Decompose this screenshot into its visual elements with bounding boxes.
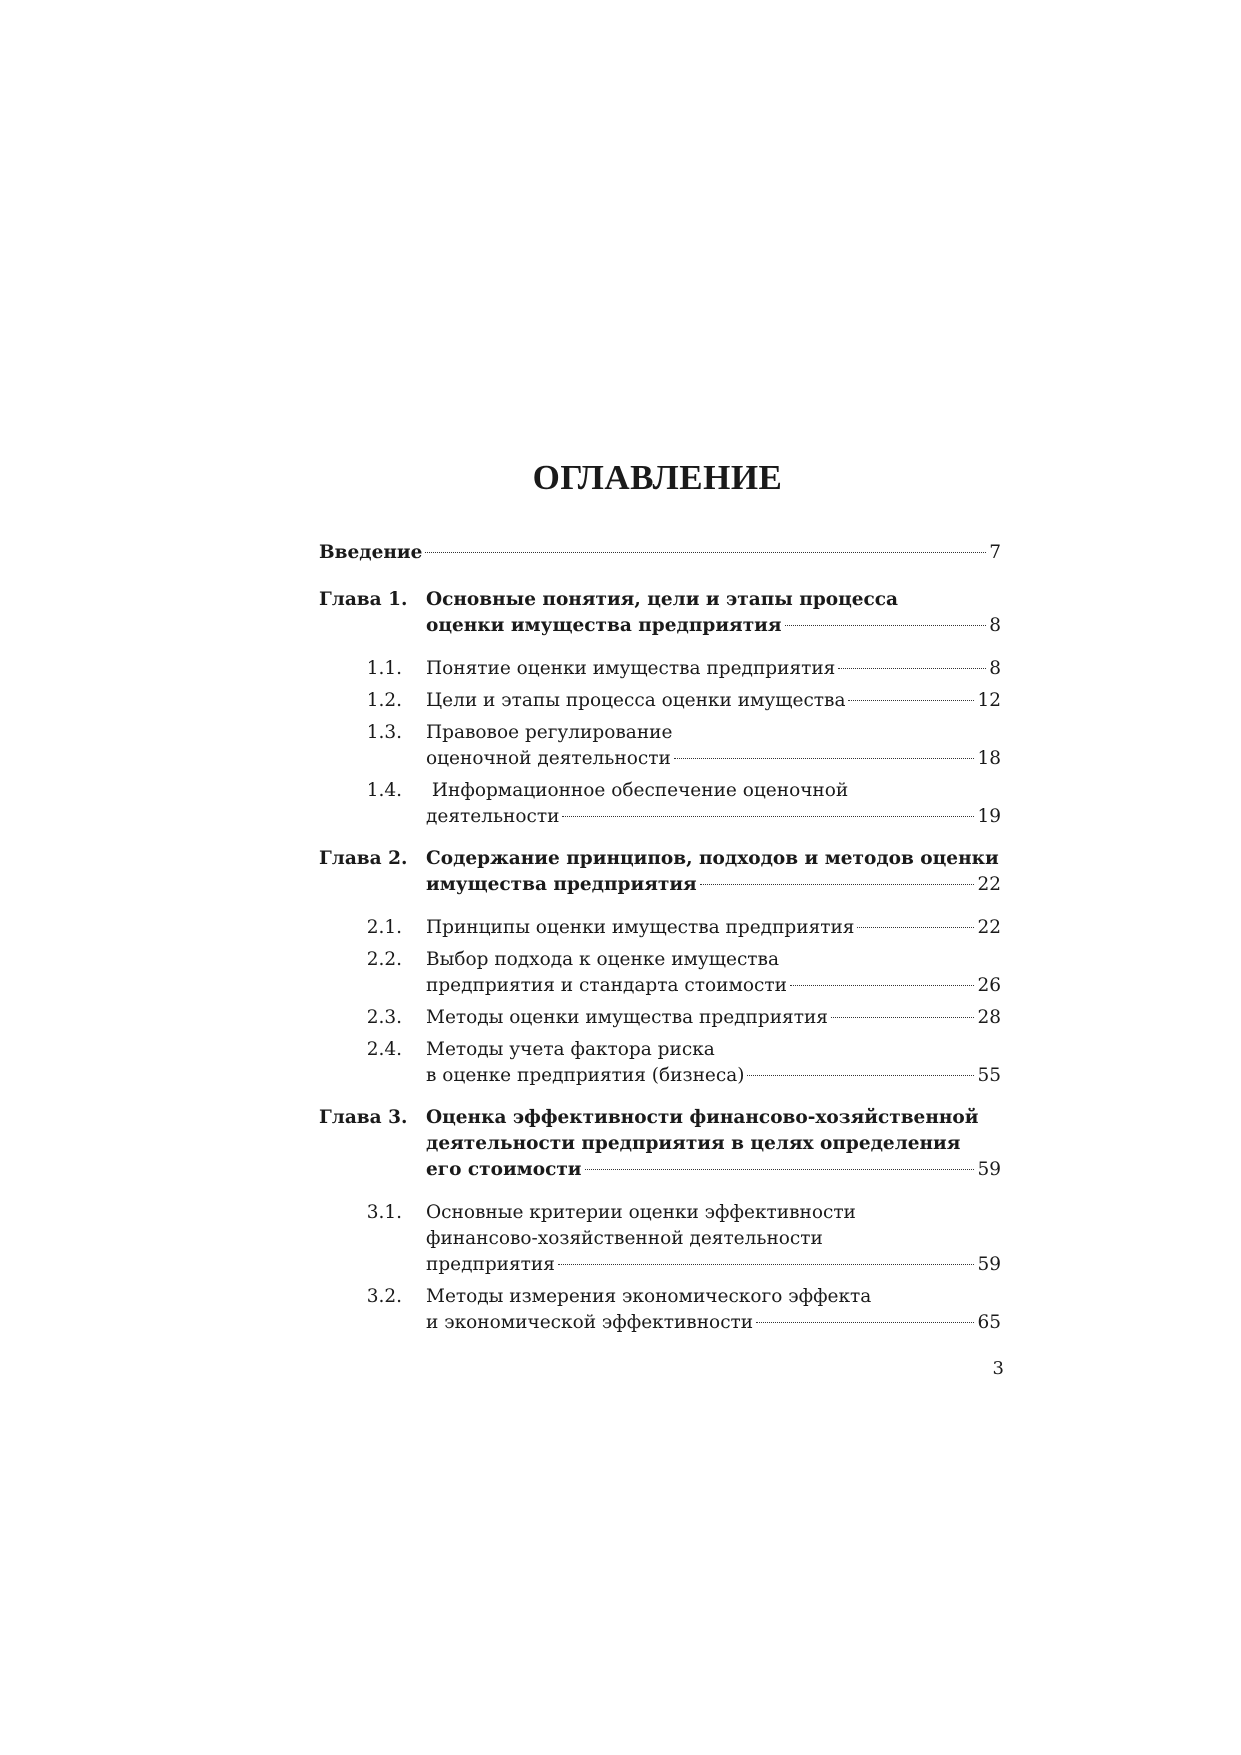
- section-title-line: и экономической эффективности: [426, 1312, 754, 1333]
- toc-chapter-1[interactable]: [319, 587, 1001, 639]
- toc-section-2-3[interactable]: [319, 1005, 1001, 1031]
- section-number: 1.4.: [366, 780, 402, 801]
- toc-page-number: 7: [989, 542, 1001, 563]
- toc-page-number: 65: [977, 1312, 1001, 1333]
- chapter-title-line: имущества предприятия: [426, 874, 697, 895]
- dot-leader: [848, 700, 974, 701]
- section-title: Принципы оценки имущества предприятия: [426, 917, 855, 938]
- toc-page-number: 22: [977, 874, 1001, 895]
- toc-page-number: 26: [977, 975, 1001, 996]
- toc-section-1-2[interactable]: [319, 688, 1001, 714]
- page-number: 3: [992, 1358, 1004, 1379]
- toc-section-1-1[interactable]: [319, 656, 1001, 682]
- chapter-title-line: оценки имущества предприятия: [426, 615, 782, 636]
- section-number: 2.2.: [366, 949, 402, 970]
- dot-leader: [585, 1169, 975, 1170]
- chapter-title-line: Оценка эффективности финансово-хозяйственной: [426, 1107, 979, 1128]
- toc-chapter-3[interactable]: [319, 1105, 1001, 1183]
- section-title: Методы оценки имущества предприятия: [426, 1007, 828, 1028]
- section-number: 3.1.: [366, 1202, 402, 1223]
- section-title-line: в оценке предприятия (бизнеса): [426, 1065, 745, 1086]
- toc-section-1-4[interactable]: [319, 778, 1001, 830]
- dot-leader: [558, 1264, 975, 1265]
- section-number: 3.2.: [366, 1286, 402, 1307]
- chapter-number: Глава 2.: [319, 848, 408, 869]
- dot-leader: [425, 552, 986, 553]
- toc-section-2-4[interactable]: [319, 1037, 1001, 1089]
- dot-leader: [857, 927, 974, 928]
- section-title-line: предприятия: [426, 1254, 555, 1275]
- dot-leader: [674, 758, 975, 759]
- dot-leader: [790, 985, 975, 986]
- chapter-title-line: Содержание принципов, подходов и методов оценки: [426, 848, 999, 869]
- toc-page-number: 59: [977, 1159, 1001, 1180]
- section-title-line: Информационное обеспечение оценочной: [426, 780, 849, 801]
- toc-page-number: 12: [977, 690, 1001, 711]
- section-title-line: Выбор подхода к оценке имущества: [426, 949, 779, 970]
- toc-page-number: 59: [977, 1254, 1001, 1275]
- toc-page-number: 28: [977, 1007, 1001, 1028]
- section-title-line: Методы измерения экономического эффекта: [426, 1286, 872, 1307]
- toc-entry-introduction[interactable]: [319, 540, 1001, 566]
- dot-leader: [700, 884, 975, 885]
- toc-section-3-2[interactable]: [319, 1284, 1001, 1336]
- section-number: 2.1.: [366, 917, 402, 938]
- chapter-title-line: его стоимости: [426, 1159, 582, 1180]
- section-title: Понятие оценки имущества предприятия: [426, 658, 836, 679]
- section-number: 1.1.: [366, 658, 402, 679]
- chapter-number: Глава 3.: [319, 1107, 408, 1128]
- section-number: 2.4.: [366, 1039, 402, 1060]
- dot-leader: [785, 625, 987, 626]
- dot-leader: [747, 1075, 974, 1076]
- chapter-title-line: Основные понятия, цели и этапы процесса: [426, 589, 899, 610]
- dot-leader: [562, 816, 974, 817]
- toc-section-1-3[interactable]: [319, 720, 1001, 772]
- toc-page-number: 19: [977, 806, 1001, 827]
- section-number: 1.3.: [366, 722, 402, 743]
- dot-leader: [756, 1322, 974, 1323]
- section-title-line: Методы учета фактора риска: [426, 1039, 715, 1060]
- toc-page-number: 22: [977, 917, 1001, 938]
- dot-leader: [838, 668, 986, 669]
- toc-section-2-2[interactable]: [319, 947, 1001, 999]
- dot-leader: [831, 1017, 975, 1018]
- toc-title: ОГЛАВЛЕНИЕ: [532, 458, 783, 497]
- section-title-line: оценочной деятельности: [426, 748, 671, 769]
- section-number: 2.3.: [366, 1007, 402, 1028]
- section-title-line: финансово-хозяйственной деятельности: [426, 1228, 823, 1249]
- toc-page-number: 55: [977, 1065, 1001, 1086]
- chapter-title-line: деятельности предприятия в целях определения: [426, 1133, 961, 1154]
- section-number: 1.2.: [366, 690, 402, 711]
- toc-chapter-2[interactable]: [319, 846, 1001, 898]
- section-title: Цели и этапы процесса оценки имущества: [426, 690, 846, 711]
- section-title-line: Правовое регулирование: [426, 722, 673, 743]
- chapter-number: Глава 1.: [319, 589, 408, 610]
- section-title-line: Основные критерии оценки эффективности: [426, 1202, 856, 1223]
- toc-section-3-1[interactable]: [319, 1200, 1001, 1278]
- table-of-contents: [319, 540, 1001, 1336]
- toc-page-number: 18: [977, 748, 1001, 769]
- toc-entry-label: Введение: [319, 542, 423, 563]
- toc-page-number: 8: [989, 615, 1001, 636]
- section-title-line: предприятия и стандарта стоимости: [426, 975, 787, 996]
- section-title-line: деятельности: [426, 806, 560, 827]
- toc-page-number: 8: [989, 658, 1001, 679]
- toc-section-2-1[interactable]: [319, 915, 1001, 941]
